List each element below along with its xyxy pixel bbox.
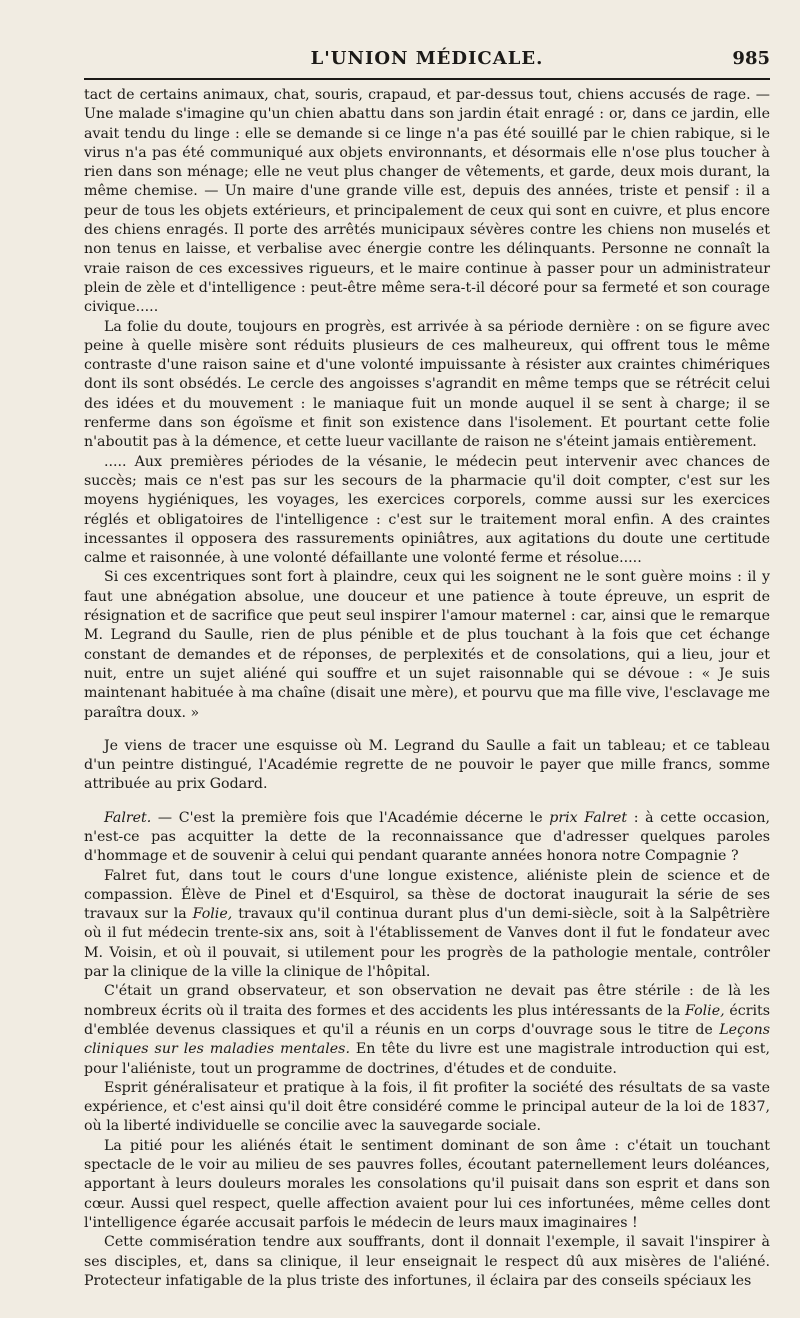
paragraph — [84, 867, 770, 983]
section-gap — [84, 795, 770, 809]
paragraph: Si ces excentriques sont fort à plaindre, ceux qui les soignent ne le sont guère moins : il y faut une abnégation absolue, une douceur et une patience à toute épreuve, un esprit de résignation et de sacrifice que peut seul inspirer l'amour maternel : car, ainsi que le remarque M. Legrand du Saulle, rien de plus pénible et de plus touchant à la fois que cet échange constant de demandes et de réponses, de perplexités et de consolations, qui a lieu, jour et nuit, entre un sujet aliéné qui souffre et un sujet raisonnable qui se dévoue : « Je suis maintenant habituée à ma chaîne (disait une mère), et pourvu que ma fille vive, l'esclavage me paraîtra doux. » — [84, 569, 770, 721]
section-gap — [84, 723, 770, 737]
paragraph: La folie du doute, toujours en progrès, est arrivée à sa période dernière : on se figure avec peine à quelle misère sont réduits plusieurs de ces malheureux, qui offrent tous le même contraste d'une raison saine et d'une volonté impuissante à résister aux craintes chimériques dont ils sont obsédés. Le cercle des angoisses s'agrandit en même temps que se rétrécit celui des idées et du mouvement : le maniaque fuit un monde auquel il se sent à charge; il se renferme dans son égoïsme et finit son existence dans l'isolement. Et pourtant cette folie n'aboutit pas à la démence, et cette lueur vacillante de raison ne s'éteint jamais entièrement. — [84, 318, 770, 451]
paragraph: Cette commisération tendre aux souffrants, dont il donnait l'exemple, il savait l'inspirer à ses disciples, et, dans sa clinique, il leur enseignait le respect dû aux misères de l'aliéné. Protecteur infatigable de la plus triste des infortunes, il éclaira par des conseils spéciaux les — [84, 1234, 770, 1289]
text-run: écrits d'emblée devenus classiques et qu'il a réunis en un corps d'ouvrage sous le titre de — [84, 1002, 770, 1038]
italic-run: prix Falret — [549, 809, 628, 826]
header-rule — [84, 78, 770, 80]
text-run: — C'est la première fois que l'Académie décerne le — [151, 809, 550, 826]
body-text — [84, 86, 770, 1291]
text-run: En tête du livre est une magistrale introduction qui est, pour l'aliéniste, tout un programme de doctrines, d'études et de conduite. — [84, 1041, 770, 1077]
paragraph: ..... Aux premières périodes de la vésanie, le médecin peut intervenir avec chances de succès; mais ce n'est pas sur les secours de la pharmacie qu'il doit compter, c'est sur les moyens hygiéniques, les voyages, les exercices corporels, comme aussi sur les exercices réglés et obligatoires de l'intelligence : c'est sur le traitement moral enfin. A des craintes incessantes il opposera des rassurements opiniâtres, aux agitations du doute une certitude calme et raisonnée, à une volonté défaillante une volonté ferme et résolue..... — [84, 453, 770, 567]
paragraph: La pitié pour les aliénés était le sentiment dominant de son âme : c'était un touchant spectacle de le voir au milieu de ses pauvres folles, écoutant paternellement leurs doléances, apportant à leurs douleurs morales les consolations qu'il puisait dans son esprit et dans son cœur. Aussi quel respect, quelle affection avaient pour lui ces infortunées, même celles dont l'intelligence égarée accusait parfois le médecin de leurs maux imaginaires ! — [84, 1137, 770, 1231]
page-header — [84, 40, 770, 74]
paragraph: tact de certains animaux, chat, souris, crapaud, et par-dessus tout, chiens accusés de rage. — Une malade s'imagine qu'un chien abattu dans son jardin était enragé : or, dans ce jardin, elle avait tendu du linge : elle se demande si ce linge n'a pas été souillé par le chien rabique, si le virus n'a pas été communiqué aux objets environnants, et désormais elle n'ose plus toucher à rien dans son ménage; elle ne veut plus changer de vêtements, et garde, deux mois durant, la même chemise. — Un maire d'une grande ville est, depuis des années, triste et pensif : il a peur de tous les objets extérieurs, et principalement de ceux qui sont en cuivre, et plus encore des chiens enragés. Il porte des arrêtés municipaux sévères contre les chiens non muselés et non tenus en laisse, et verbalise avec énergie contre les délinquants. Personne ne connaît la vraie raison de ces excessives rigueurs, et le maire continue à passer pour un administrateur plein de zèle et d'intelligence : peut-être même sera-t-il décoré pour sa fermeté et son courage civique..... — [84, 87, 770, 316]
italic-run: Folie, — [192, 906, 233, 923]
page-number: 985 — [732, 48, 770, 69]
italic-run: Leçons cliniques sur les maladies mentales. — [84, 1021, 770, 1058]
text-run: travaux qu'il continua durant plus d'un demi-siècle, soit à la Salpêtrière où il fut médecin trente-six ans, soit à l'établissement de Vanves dont il fut le fondateur avec M. Voisin, et où il pouvait, si utilement pour les progrès de la pathologie mentale, contrôler par la clinique de la ville la clinique de l'hôpital. — [84, 906, 770, 981]
journal-title: L'UNION MÉDICALE. — [310, 48, 544, 69]
paragraph-falret — [84, 809, 770, 867]
italic-run: Folie, — [685, 1002, 725, 1019]
text-run: : à cette occasion, n'est-ce pas acquitter la dette de la reconnaissance que d'adresser quelques paroles d'hommage et de souvenir à celui qui pendant quarante années honora notre Compagnie ? — [84, 809, 770, 865]
paragraph: Je viens de tracer une esquisse où M. Legrand du Saulle a fait un tableau; et ce tableau d'un peintre distingué, l'Académie regrette de ne pouvoir le payer que mille francs, somme attribuée au prix Godard. — [84, 737, 770, 793]
section-lead: Falret. — [104, 809, 152, 826]
text-run: Falret fut, dans tout le cours d'une longue existence, aliéniste plein de science et de compassion. Élève de Pinel et d'Esquirol, sa thèse de doctorat inaugurait la série de ses travaux sur la — [84, 867, 770, 923]
text-run: C'était un grand observateur, et son observation ne devait pas être stérile : de là les nombreux écrits où il traita des formes et des accidents les plus intéressants de la — [84, 983, 770, 1019]
paragraph — [84, 982, 770, 1078]
paragraph: Esprit généralisateur et pratique à la fois, il fit profiter la société des résultats de sa vaste expérience, et c'est ainsi qu'il doit être considéré comme le principal auteur de la loi de 1837, où la liberté individuelle se concilie avec la sauvegarde sociale. — [84, 1079, 770, 1135]
